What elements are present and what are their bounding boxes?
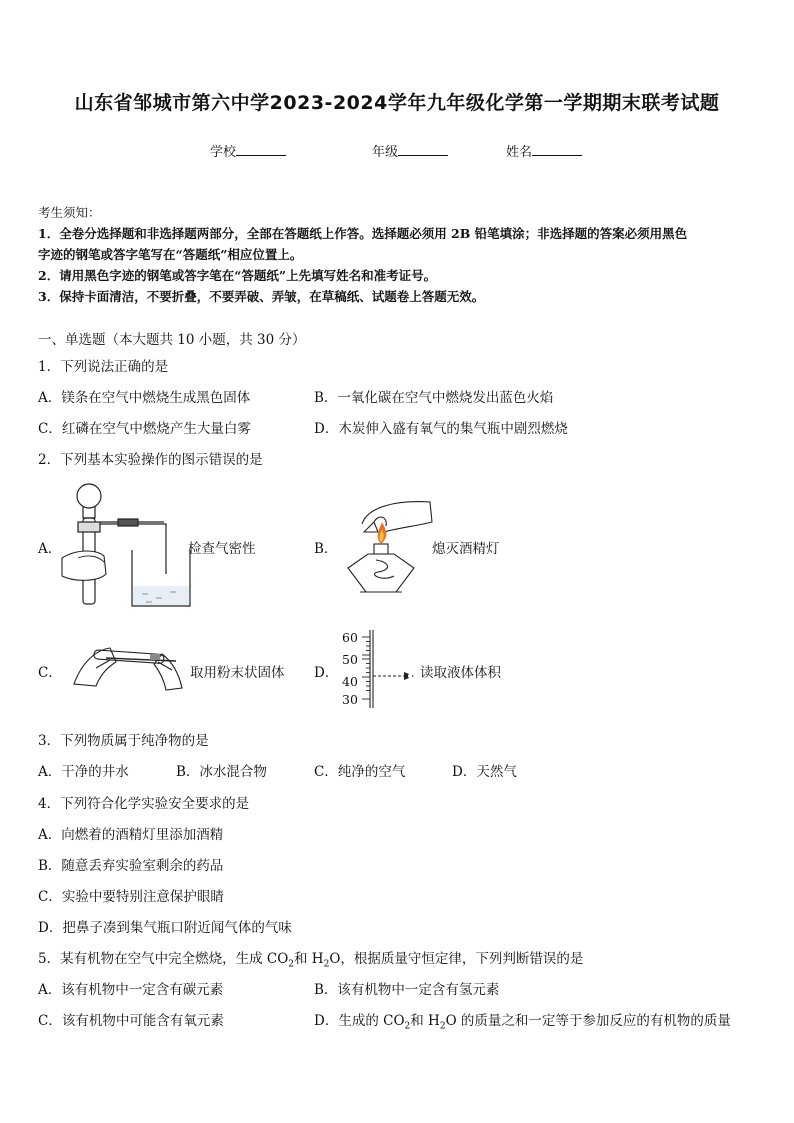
q2-option-c-letter[interactable]: C． — [38, 665, 62, 681]
notice-line-3: 3．保持卡面清洁，不要折叠，不要弄破、弄皱，在草稿纸、试题卷上答题无效。 — [38, 289, 485, 304]
q5-option-d-sub-1: 2 — [404, 1021, 411, 1032]
q2-option-c-caption: 取用粉末状固体 — [190, 665, 285, 681]
q4-option-a[interactable]: A．向燃着的酒精灯里添加酒精 — [38, 827, 224, 843]
q5-option-b[interactable]: B．该有机物中一定含有氢元素 — [314, 982, 500, 998]
q3-option-c[interactable]: C．纯净的空气 — [314, 764, 406, 780]
q3-option-d[interactable]: D．天然气 — [452, 764, 517, 780]
q4-option-d[interactable]: D．把鼻子凑到集气瓶口附近闻气体的气味 — [38, 920, 292, 936]
q4-option-c[interactable]: C．实验中要特别注意保护眼睛 — [38, 889, 224, 905]
q1-option-d[interactable]: D．木炭伸入盛有氧气的集气瓶中剧烈燃烧 — [314, 421, 568, 437]
name-label: 姓名 — [506, 145, 533, 160]
alcohol-lamp-diagram — [338, 492, 438, 600]
q5-stem-sub-2: 2 — [323, 959, 330, 970]
q2-option-a-letter[interactable]: A． — [38, 541, 62, 557]
q1-option-c[interactable]: C．红磷在空气中燃烧产生大量白雾 — [38, 421, 251, 437]
q2-option-d-letter[interactable]: D． — [314, 665, 339, 681]
scale-label-30: 30 — [342, 692, 358, 707]
powder-solid-diagram — [66, 640, 190, 698]
airtightness-check-diagram — [58, 478, 198, 610]
q5-option-d[interactable] — [314, 1009, 731, 1032]
q1-stem: 1．下列说法正确的是 — [38, 359, 169, 375]
notice-heading: 考生须知： — [38, 205, 101, 220]
q2-option-d-caption: 读取液体体积 — [420, 665, 501, 681]
page-title: 山东省邹城市第六中学2023-2024学年九年级化学第一学期期末联考试题 — [74, 92, 720, 114]
q1-option-a[interactable]: A．镁条在空气中燃烧生成黑色固体 — [38, 390, 251, 406]
scale-label-40: 40 — [342, 674, 358, 689]
q2-option-b-letter[interactable]: B． — [314, 541, 338, 557]
school-field[interactable] — [210, 141, 286, 160]
grade-blank[interactable] — [398, 143, 448, 156]
q5-stem-part-1: 5．某有机物在空气中完全燃烧，生成 CO — [38, 951, 289, 967]
grade-field[interactable] — [372, 141, 448, 160]
section-heading: 一、单选题（本大题共 10 小题，共 30 分） — [38, 332, 306, 348]
q4-stem: 4．下列符合化学实验安全要求的是 — [38, 796, 250, 812]
q4-option-b[interactable]: B．随意丢弃实验室剩余的药品 — [38, 858, 224, 874]
q5-option-d-part-3: O 的质量之和一定等于参加反应的有机物的质量 — [445, 1013, 731, 1029]
q5-option-d-part-1: D．生成的 CO — [314, 1013, 405, 1029]
scale-label-50: 50 — [342, 652, 358, 667]
notice-line-1b: 字迹的钢笔或答字笔写在“答题纸”相应位置上。 — [38, 247, 303, 262]
q1-option-b[interactable]: B．一氧化碳在空气中燃烧发出蓝色火焰 — [314, 390, 554, 406]
school-blank[interactable] — [236, 143, 286, 156]
notice-line-2: 2．请用黑色字迹的钢笔或答字笔在“答题纸”上先填写姓名和准考证号。 — [38, 268, 437, 283]
q2-option-a-caption: 检查气密性 — [188, 541, 256, 557]
q2-option-b-caption: 熄灭酒精灯 — [432, 541, 500, 557]
q5-stem-part-3: O，根据质量守恒定律，下列判断错误的是 — [329, 951, 584, 967]
grade-label: 年级 — [372, 145, 399, 160]
q3-option-a[interactable]: A．干净的井水 — [38, 764, 129, 780]
q5-stem-part-2: 和 H — [294, 951, 324, 967]
q5-option-d-part-2: 和 H — [410, 1013, 440, 1029]
q5-stem-sub-1: 2 — [288, 959, 295, 970]
name-field[interactable] — [506, 141, 582, 160]
q2-stem: 2．下列基本实验操作的图示错误的是 — [38, 452, 263, 468]
q5-option-a[interactable]: A．该有机物中一定含有碳元素 — [38, 982, 224, 998]
q5-stem — [38, 947, 583, 970]
q5-option-c[interactable]: C．该有机物中可能含有氧元素 — [38, 1013, 224, 1029]
scale-label-60: 60 — [342, 630, 358, 645]
name-blank[interactable] — [532, 143, 582, 156]
notice-line-1a: 1．全卷分选择题和非选择题两部分，全部在答题纸上作答。选择题必须用 2B 铅笔填涂；非选择题的答案必须用黑色 — [38, 226, 688, 241]
q3-stem: 3．下列物质属于纯净物的是 — [38, 733, 209, 749]
school-label: 学校 — [210, 145, 237, 160]
q5-option-d-sub-2: 2 — [439, 1021, 446, 1032]
q3-option-b[interactable]: B．冰水混合物 — [176, 764, 267, 780]
